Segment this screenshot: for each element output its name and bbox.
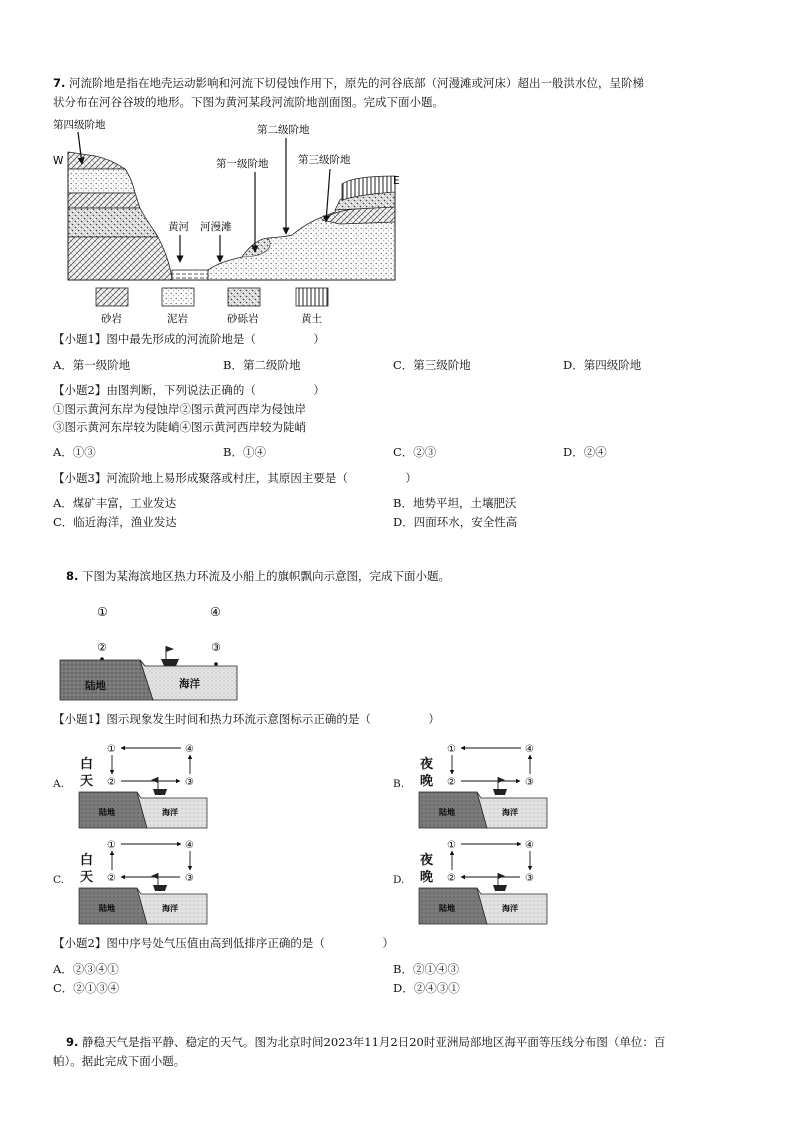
- q8-sub2-option-a[interactable]: A．②③④①: [53, 962, 119, 976]
- point-2: ②: [447, 777, 456, 788]
- boat-flag-icon: [161, 646, 179, 666]
- option-letter: B.: [393, 778, 405, 790]
- point-1: ①: [447, 744, 456, 755]
- point-3: ③: [211, 641, 221, 654]
- q9-text-1: 静稳天气是指平静、稳定的天气。图为北京时间2023年11月2日20时亚洲局部地区海平面等压线分布图（单位：百: [82, 1035, 666, 1049]
- time-char-2: 晚: [420, 870, 434, 885]
- legend-swatch-sandstone: [96, 288, 128, 306]
- point-3: ③: [525, 777, 534, 788]
- label-second-terrace: 第二级阶地: [257, 124, 310, 136]
- label-fourth-terrace: 第四级阶地: [53, 119, 106, 131]
- q7-sub2-stem: 【小题2】由图判断，下列说法正确的（ ）: [53, 383, 325, 397]
- q8-sub2-option-d[interactable]: D．②④③①: [393, 981, 460, 995]
- q9-line1: [66, 1033, 665, 1051]
- time-char-1: 夜: [420, 757, 434, 772]
- label-e: E: [393, 175, 400, 187]
- q8-sub2-option-b[interactable]: B．②①④③: [393, 962, 459, 976]
- time-char-1: 白: [80, 853, 94, 868]
- q7-east-sandstone: [322, 207, 395, 224]
- legend-swatch-loess: [296, 288, 328, 306]
- label-third-terrace: 第三级阶地: [298, 154, 351, 166]
- point-1: ①: [97, 605, 108, 619]
- circulation-diagram: [417, 740, 557, 832]
- q7-sub2-option-d[interactable]: D．②④: [563, 445, 607, 459]
- q8-main-diagram: [55, 600, 245, 706]
- q7-river-channel: [172, 270, 208, 280]
- q7-sub1-option-c[interactable]: C．第三级阶地: [393, 358, 471, 372]
- legend-conglomerate: 砂砾岩: [227, 313, 259, 325]
- q7-sub3-option-b[interactable]: B．地势平坦，土壤肥沃: [393, 496, 517, 510]
- legend-swatch-mudstone: [162, 288, 194, 306]
- point-3: ③: [185, 873, 194, 884]
- point-3: ③: [525, 873, 534, 884]
- land-label: 陆地: [439, 808, 455, 817]
- point-1: ①: [107, 744, 116, 755]
- point-3: ③: [185, 777, 194, 788]
- q7-sub1-option-d[interactable]: D．第四级阶地: [563, 358, 642, 372]
- q9-number: 9.: [66, 1035, 79, 1049]
- land-block: [60, 660, 153, 700]
- q8-number: 8.: [66, 569, 79, 583]
- legend-mudstone: 泥岩: [167, 313, 188, 325]
- point-1: ①: [447, 840, 456, 851]
- q7-sub2-option-b[interactable]: B．①④: [223, 445, 266, 459]
- point-2: ②: [107, 873, 116, 884]
- q7-intro-text: 河流阶地是指在地壳运动影响和河流下切侵蚀作用下，原先的河谷底部（河漫滩或河床）超出一般洪水位，呈阶梯: [69, 76, 645, 90]
- q7-sub3-option-c[interactable]: C．临近海洋，渔业发达: [53, 515, 177, 529]
- point-1: ①: [107, 840, 116, 851]
- q7-sub3-option-d[interactable]: D．四面环水，安全性高: [393, 515, 518, 529]
- sea-label: 海洋: [502, 904, 518, 913]
- land-label: 陆地: [439, 904, 455, 913]
- point-4: ④: [525, 744, 534, 755]
- q8-sub2-stem: 【小题2】图中序号处气压值由高到低排序正确的是（ ）: [53, 936, 394, 950]
- point-2: ②: [107, 777, 116, 788]
- land-label: 陆地: [99, 808, 115, 817]
- label-w: W: [53, 155, 64, 167]
- q7-sub2-statements-1: ①图示黄河东岸为侵蚀岸②图示黄河西岸为侵蚀岸: [53, 402, 306, 416]
- q8-intro-text: 下图为某海滨地区热力环流及小船上的旗帜飘向示意图，完成下面小题。: [82, 569, 451, 583]
- q7-sub3-stem: 【小题3】河流阶地上易形成聚落或村庄，其原因主要是（ ）: [53, 471, 417, 485]
- q7-sub3-option-a[interactable]: A．煤矿丰富，工业发达: [53, 496, 177, 510]
- legend-sandstone: 砂岩: [101, 313, 122, 325]
- q7-intro-line2: 状分布在河谷谷坡的地形。下图为黄河某段河流阶地剖面图。完成下面小题。: [53, 95, 444, 109]
- circulation-diagram: [77, 836, 217, 928]
- time-char-2: 天: [80, 774, 94, 789]
- point-2: ②: [97, 641, 107, 654]
- q7-intro-line1: [53, 74, 644, 92]
- q7-sub2-option-a[interactable]: A．①③: [53, 445, 96, 459]
- q8-sub1-option-a[interactable]: [53, 740, 223, 832]
- time-char-2: 晚: [420, 774, 434, 789]
- circulation-diagram: [417, 836, 557, 928]
- q7-west-rock-layers: [68, 152, 172, 280]
- q7-sub1-option-b[interactable]: B．第二级阶地: [223, 358, 301, 372]
- time-char-1: 白: [80, 757, 94, 772]
- q8-sub1-option-b[interactable]: [393, 740, 563, 832]
- option-letter: C.: [53, 874, 64, 886]
- land-label: 陆地: [85, 680, 106, 692]
- land-label: 陆地: [99, 904, 115, 913]
- label-first-terrace: 第一级阶地: [216, 158, 269, 170]
- sea-label: 海洋: [179, 678, 200, 690]
- label-yellow-river: 黄河: [168, 221, 189, 233]
- point-4: ④: [210, 605, 221, 619]
- q7-legend: [96, 288, 328, 325]
- q7-sub2-option-c[interactable]: C．②③: [393, 445, 437, 459]
- circulation-diagram: [77, 740, 217, 832]
- point-4: ④: [185, 744, 194, 755]
- q7-terrace-diagram: [50, 112, 410, 330]
- point-2: ②: [447, 873, 456, 884]
- q7-sub1-stem: 【小题1】图中最先形成的河流阶地是（ ）: [53, 332, 325, 346]
- q9-line2: 帕）。据此完成下面小题。: [53, 1054, 186, 1068]
- sea-label: 海洋: [162, 808, 178, 817]
- time-char-1: 夜: [420, 853, 434, 868]
- q7-sub1-option-a[interactable]: A．第一级阶地: [53, 358, 131, 372]
- q8-sub1-option-d[interactable]: [393, 836, 563, 928]
- option-letter: D.: [393, 874, 405, 886]
- option-letter: A.: [53, 778, 64, 790]
- point-4: ④: [185, 840, 194, 851]
- time-char-2: 天: [80, 870, 94, 885]
- q7-number: 7.: [53, 76, 66, 90]
- legend-swatch-conglomerate: [228, 288, 260, 306]
- sea-label: 海洋: [502, 808, 518, 817]
- sea-label: 海洋: [162, 904, 178, 913]
- q8-intro: [66, 567, 450, 585]
- label-floodplain: 河漫滩: [200, 221, 232, 233]
- q8-sub1-option-c[interactable]: [53, 836, 223, 928]
- legend-loess: 黄土: [301, 313, 322, 325]
- q8-sub1-stem: 【小题1】图示现象发生时间和热力环流示意图标示正确的是（ ）: [53, 712, 440, 726]
- point-4: ④: [525, 840, 534, 851]
- q8-sub2-option-c[interactable]: C．②①③④: [53, 981, 120, 995]
- q7-sub2-statements-2: ③图示黄河东岸较为陡峭④图示黄河西岸较为陡峭: [53, 420, 306, 434]
